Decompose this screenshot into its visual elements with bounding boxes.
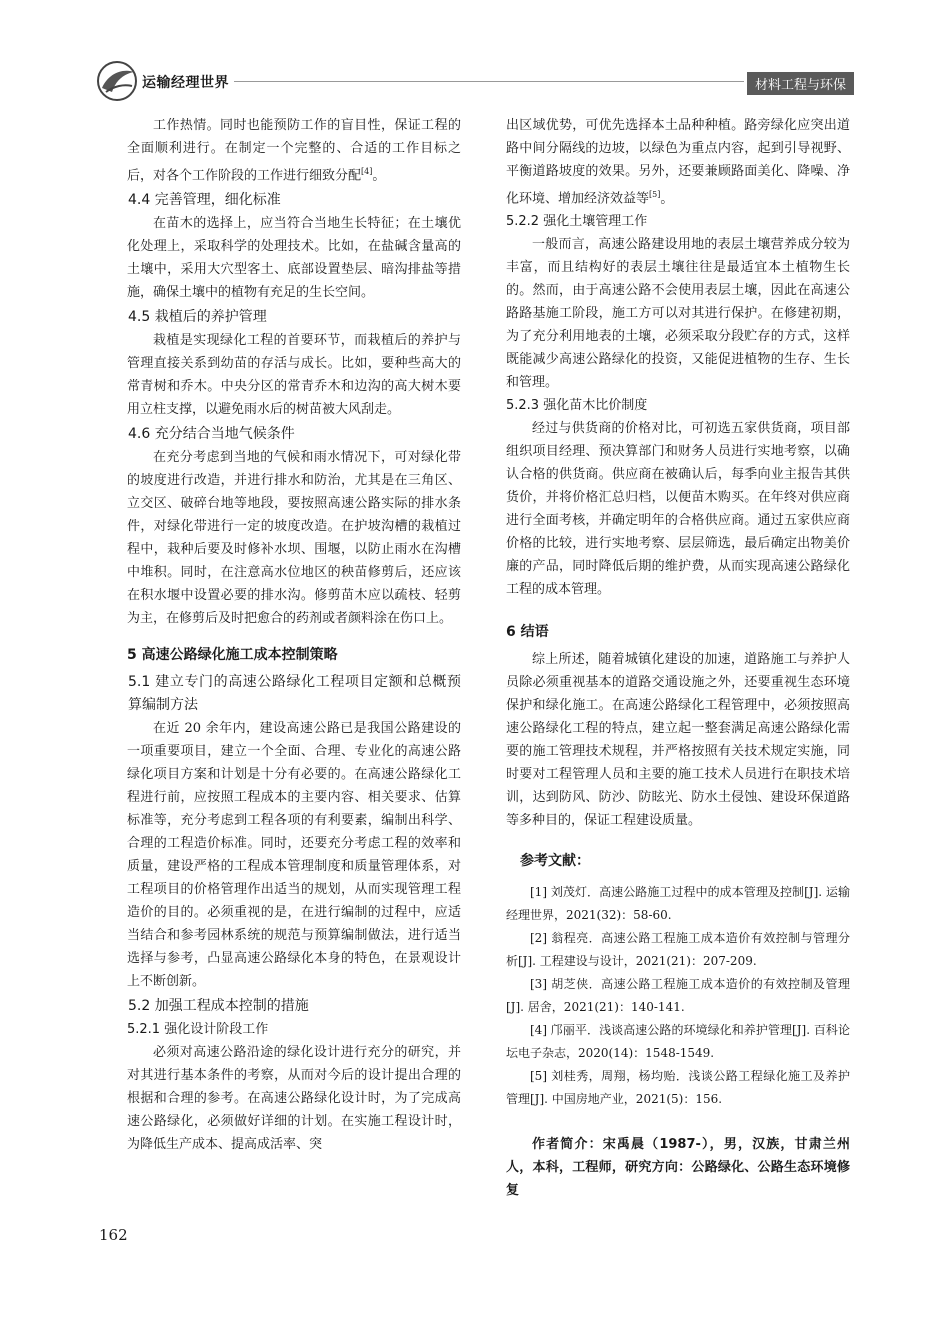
subsection-heading: 5.2 加强工程成本控制的措施 <box>128 998 309 1015</box>
subsubsection-heading: 5.2.1 强化设计阶段工作 <box>127 1022 269 1038</box>
paragraph: 必须对高速公路沿途的绿化设计进行充分的研究，并对其进行基本条件的考察，从而对今后的设计提出合理的根据和合理的参考。在高速公路绿化设计时，为了完成高速公路绿化，必须做好详细的计划。在实施工程设计时，为降低生产成本、提高成活率、突 <box>127 1045 461 1153</box>
author-bio: 作者简介：宋禹晨（1987-），男，汉族，甘肃兰州人，本科，工程师，研究方向：公路绿化、公路生态环境修复 <box>506 1137 850 1199</box>
journal-name: 运输经理世界 <box>142 75 229 91</box>
paragraph: 一般而言，高速公路建设用地的表层土壤营养成分较为丰富，而且结构好的表层土壤往往是最适宜本土植物生长的。然而，由于高速公路不会使用表层土壤，因此在高速公路路基施工阶段，施工方可以对其进行保护。在修建初期，为了充分利用地表的土壤，必须采取分段贮存的方式，这样既能减少高速公路绿化的投资，又能促进植物的生存、生长和管理。 <box>506 237 850 391</box>
section-heading: 5 高速公路绿化施工成本控制策略 <box>127 647 338 664</box>
paragraph: 综上所述，随着城镇化建设的加速，道路施工与养护人员除必须重视基本的道路交通设施之外，还要重视生态环境保护和绿化施工。在高速公路绿化工程管理中，必须按照高速公路绿化工程的特点，建立起一整套满足高速公路绿化需要的施工管理技术规程，并严格按照有关技术规定实施，同时要对工程管理人员和主要的施工技术人员进行在职技术培训，达到防风、防沙、防眩光、防水土侵蚀、建设环保道路等多种目的，保证工程建设质量。 <box>506 652 850 829</box>
subsection-heading: 4.4 完善管理，细化标准 <box>128 192 281 209</box>
paragraph: 经过与供货商的价格对比，可初选五家供货商，项目部组织项目经理、预决算部门和财务人员进行实地考察，以确认合格的供货商。供应商在被确认后，每季向业主报告其供货价，并将价格汇总归档，以便苗木购买。在年终对供应商进行全面考核，并确定明年的合格供应商。通过五家供应商价格的比较，进行实地考察、层层筛选，最后确定出物美价廉的产品，同时降低后期的维护费，从而实现高速公路绿化工程的成本管理。 <box>506 421 850 598</box>
reference-item: [1] 刘茂灯．高速公路施工过程中的成本管理及控制[J]. 运输经理世界，2021(32)：58-60. <box>506 885 850 923</box>
paragraph: 出区域优势，可优先选择本土品种种植。路旁绿化应突出道路中间分隔线的边坡，以绿色为重点内容，起到引导视野、平衡道路坡度的效果。另外，还要兼顾路面美化、降噪、净化环境、增加经济效益等[5]。 <box>506 118 850 207</box>
journal-logo-icon <box>96 60 140 102</box>
references-heading: 参考文献： <box>520 853 590 870</box>
reference-item: [3] 胡芝侠．高速公路工程施工成本造价的有效控制及管理[J]. 居舍，2021(21)：140-141. <box>506 977 850 1015</box>
paragraph: 在充分考虑到当地的气候和雨水情况下，可对绿化带的坡度进行改造，并进行排水和防治，尤其是在三角区、立交区、破碎台地等地段，要按照高速公路实际的排水条件，对绿化带进行一定的坡度改造。在护坡沟槽的栽植过程中，栽种后要及时修补水坝、围堰，以防止雨水在沟槽中堆积。同时，在注意高水位地区的秧苗修剪后，还应该在积水堰中设置必要的排水沟。修剪苗木应以疏枝、轻剪为主，在修剪后及时把愈合的药剂或者颜料涂在伤口上。 <box>127 450 461 627</box>
subsubsection-heading: 5.2.2 强化土壤管理工作 <box>506 214 648 230</box>
reference-item: [4] 邝丽平．浅谈高速公路的环境绿化和养护管理[J]. 百科论坛电子杂志，2020(14)：1548-1549. <box>506 1023 850 1061</box>
reference-item: [2] 翁程亮．高速公路工程施工成本造价有效控制与管理分析[J]. 工程建设与设计，2021(21)：207-209. <box>506 931 850 969</box>
paragraph: 在苗木的选择上，应当符合当地生长特征；在土壤优化处理上，采取科学的处理技术。比如，在盐碱含量高的土壤中，采用大穴型客土、底部设置垫层、暗沟排盐等措施，确保土壤中的植物有充足的生长空间。 <box>127 216 461 301</box>
subsubsection-heading: 5.2.3 强化苗木比价制度 <box>506 398 648 414</box>
subsection-heading: 4.6 充分结合当地气候条件 <box>128 426 295 443</box>
section-label: 材料工程与环保 <box>747 72 854 95</box>
header-rule <box>234 81 744 82</box>
subsection-heading: 5.1 建立专门的高速公路绿化工程项目定额和总概预算编制方法 <box>128 674 461 714</box>
paragraph: 工作热情。同时也能预防工作的盲目性，保证工程的全面顺利进行。在制定一个完整的、合适的工作目标之后，对各个工作阶段的工作进行细致分配[4]。 <box>127 118 461 184</box>
paragraph: 在近 20 余年内，建设高速公路已是我国公路建设的一项重要项目，建立一个全面、合理、专业化的高速公路绿化项目方案和计划是十分有必要的。在高速公路绿化工程进行前，应按照工程成本的主要内容、相关要求、估算标准等，充分考虑到工程各项的有利要素，编制出科学、合理的工程造价标准。同时，还要充分考虑工程的效率和质量，建设严格的工程成本管理制度和质量管理体系，对工程项目的价格管理作出适当的规划，从而实现管理工程造价的目的。必须重视的是，在进行编制的过程中，应适当结合和参考园林系统的规范与预算编制做法，进行适当选择与参考，凸显高速公路绿化本身的特色，在景观设计上不断创新。 <box>127 721 461 990</box>
subsection-heading: 4.5 栽植后的养护管理 <box>128 309 267 326</box>
page-header <box>96 60 854 102</box>
section-heading: 6 结语 <box>506 624 549 641</box>
left-column <box>127 114 461 1156</box>
citation: [4] <box>361 167 373 176</box>
citation: [5] <box>649 190 661 199</box>
page-number: 162 <box>99 1226 128 1244</box>
reference-item: [5] 刘桂秀，周翔，杨均贻．浅谈公路工程绿化施工及养护管理[J]. 中国房地产业，2021(5)：156. <box>506 1069 850 1107</box>
right-column <box>506 114 850 1202</box>
paragraph: 栽植是实现绿化工程的首要环节，而栽植后的养护与管理直接关系到幼苗的存活与成长。比如，要种些高大的常青树和乔木。中央分区的常青乔木和边沟的高大树木要用立柱支撑，以避免雨水后的树苗被大风刮走。 <box>127 333 461 418</box>
